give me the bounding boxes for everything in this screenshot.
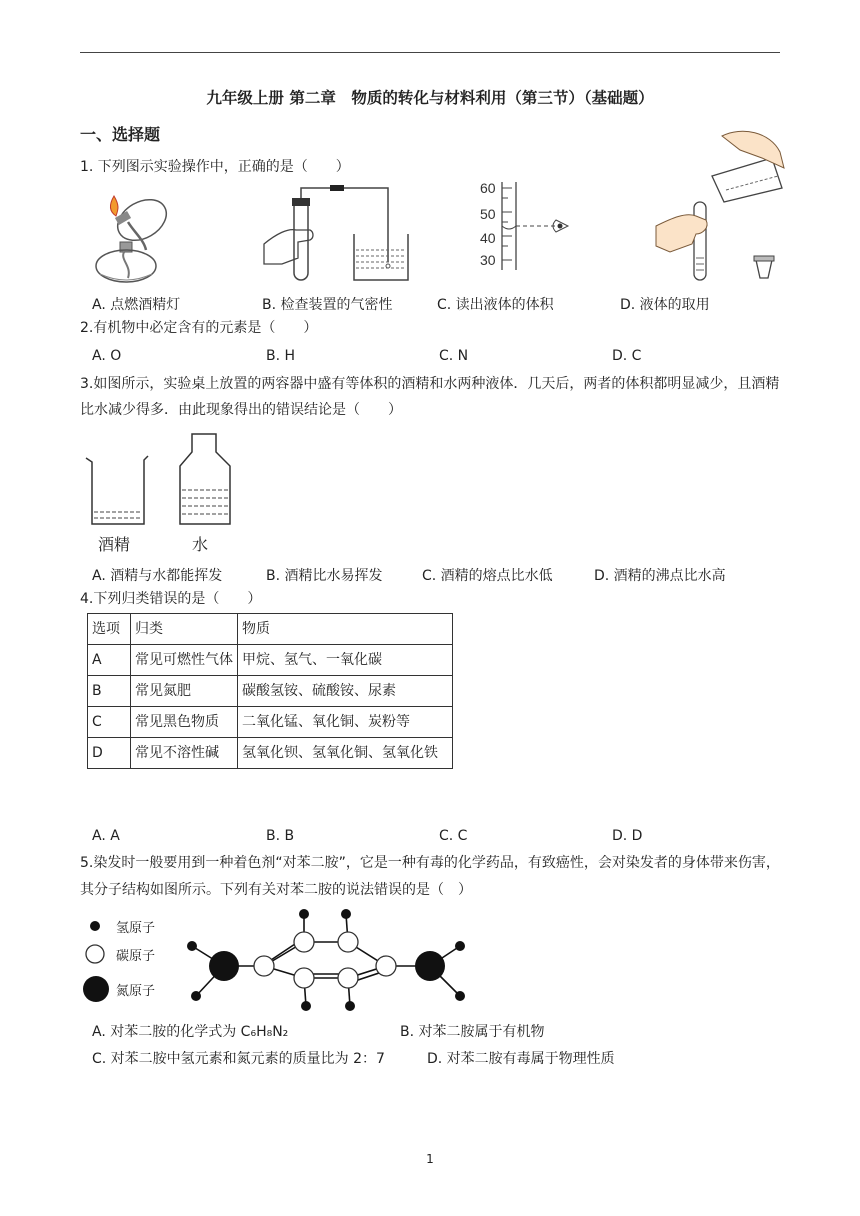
scale-label: 30 — [480, 252, 496, 268]
scale-label: 40 — [480, 230, 496, 246]
question-2-stem: 2.有机物中必定含有的元素是（ ） — [80, 320, 318, 336]
table-cell: 碳酸氢铵、硫酸铵、尿素 — [238, 676, 453, 707]
q2-option-d[interactable]: D. C — [612, 348, 642, 364]
table-cell: B — [88, 676, 131, 707]
carbon-atom-icon — [86, 945, 104, 963]
table-row — [88, 738, 453, 769]
q5-option-d[interactable]: D. 对苯二胺有毒属于物理性质 — [427, 1051, 615, 1067]
scale-label: 50 — [480, 206, 496, 222]
table-cell: 常见氮肥 — [131, 676, 238, 707]
q2-option-b[interactable]: B. H — [266, 348, 296, 364]
question-1-stem: 1. 下列图示实验操作中，正确的是（ ） — [80, 159, 350, 175]
q5-option-c[interactable]: C. 对苯二胺中氢元素和氮元素的质量比为 2：7 — [92, 1051, 385, 1067]
table-cell: 常见不溶性碱 — [131, 738, 238, 769]
nitrogen-atom-icon — [83, 976, 109, 1002]
table-header: 归类 — [131, 614, 238, 645]
label-alcohol: 酒精 — [98, 535, 131, 554]
table-cell: 二氧化锰、氧化铜、炭粉等 — [238, 707, 453, 738]
table-cell: C — [88, 707, 131, 738]
q3-option-d[interactable]: D. 酒精的沸点比水高 — [594, 568, 726, 584]
table-header: 物质 — [238, 614, 453, 645]
scale-label: 60 — [480, 180, 496, 196]
question-4-stem: 4.下列归类错误的是（ ） — [80, 591, 262, 607]
q3-option-a[interactable]: A. 酒精与水都能挥发 — [92, 568, 223, 584]
legend-carbon: 碳原子 — [116, 949, 156, 964]
question-5-stem: 5.染发时一般要用到一种着色剂“对苯二胺”，它是一种有毒的化学药品，有致癌性，会对染发者的身体带来伤害，其分子结构如图所示。下列有关对苯二胺的说法错误的是（ ） — [80, 855, 780, 898]
q4-option-a[interactable]: A. A — [92, 828, 120, 844]
legend-nitrogen: 氮原子 — [116, 984, 156, 999]
q1-option-c[interactable]: C. 读出液体的体积 — [437, 297, 554, 313]
label-water: 水 — [192, 535, 209, 554]
q2-option-c[interactable]: C. N — [439, 348, 469, 364]
table-cell: A — [88, 645, 131, 676]
q4-option-d[interactable]: D. D — [612, 828, 643, 844]
q1-option-a[interactable]: A. 点燃酒精灯 — [92, 297, 181, 313]
table-header-row — [88, 614, 453, 645]
table-cell: 常见黑色物质 — [131, 707, 238, 738]
page-number: 1 — [426, 1152, 434, 1166]
graduated-cylinder-illustration — [478, 180, 578, 272]
q1-option-b[interactable]: B. 检查装置的气密性 — [262, 297, 393, 313]
q4-option-c[interactable]: C. C — [439, 828, 468, 844]
table-row — [88, 676, 453, 707]
q3-option-c[interactable]: C. 酒精的熔点比水低 — [422, 568, 553, 584]
beaker-and-bottle-illustration — [84, 432, 244, 528]
atom-legend-symbols — [84, 916, 106, 1006]
question-3-stem: 3.如图所示，实验桌上放置的两容器中盛有等体积的酒精和水两种液体．几天后，两者的体积都明显减少，且酒精比水减少得多．由此现象得出的错误结论是（ ） — [80, 376, 780, 418]
q5-option-b[interactable]: B. 对苯二胺属于有机物 — [400, 1024, 545, 1040]
liquid-pouring-illustration — [652, 128, 792, 288]
q2-option-a[interactable]: A. O — [92, 348, 122, 364]
table-row — [88, 707, 453, 738]
table-cell: D — [88, 738, 131, 769]
header-rule — [80, 52, 780, 53]
page-title: 九年级上册 第二章 物质的转化与材料利用（第三节）（基础题） — [206, 89, 654, 107]
section-heading: 一、选择题 — [80, 125, 161, 144]
table-header: 选项 — [88, 614, 131, 645]
q4-option-b[interactable]: B. B — [266, 828, 295, 844]
classification-table — [87, 613, 453, 769]
q5-option-a[interactable]: A. 对苯二胺的化学式为 C₆H₈N₂ — [92, 1024, 289, 1040]
table-cell: 甲烷、氢气、一氧化碳 — [238, 645, 453, 676]
table-cell: 氢氧化钡、氢氧化铜、氢氧化铁 — [238, 738, 453, 769]
q3-option-b[interactable]: B. 酒精比水易挥发 — [266, 568, 383, 584]
table-cell: 常见可燃性气体 — [131, 645, 238, 676]
q1-option-d[interactable]: D. 液体的取用 — [620, 297, 710, 313]
legend-hydrogen: 氢原子 — [116, 921, 156, 936]
alcohol-lamp-illustration — [84, 188, 174, 288]
p-phenylenediamine-structure — [180, 904, 480, 1014]
table-row — [88, 645, 453, 676]
airtightness-check-illustration — [262, 184, 412, 284]
hydrogen-atom-icon — [90, 921, 100, 931]
